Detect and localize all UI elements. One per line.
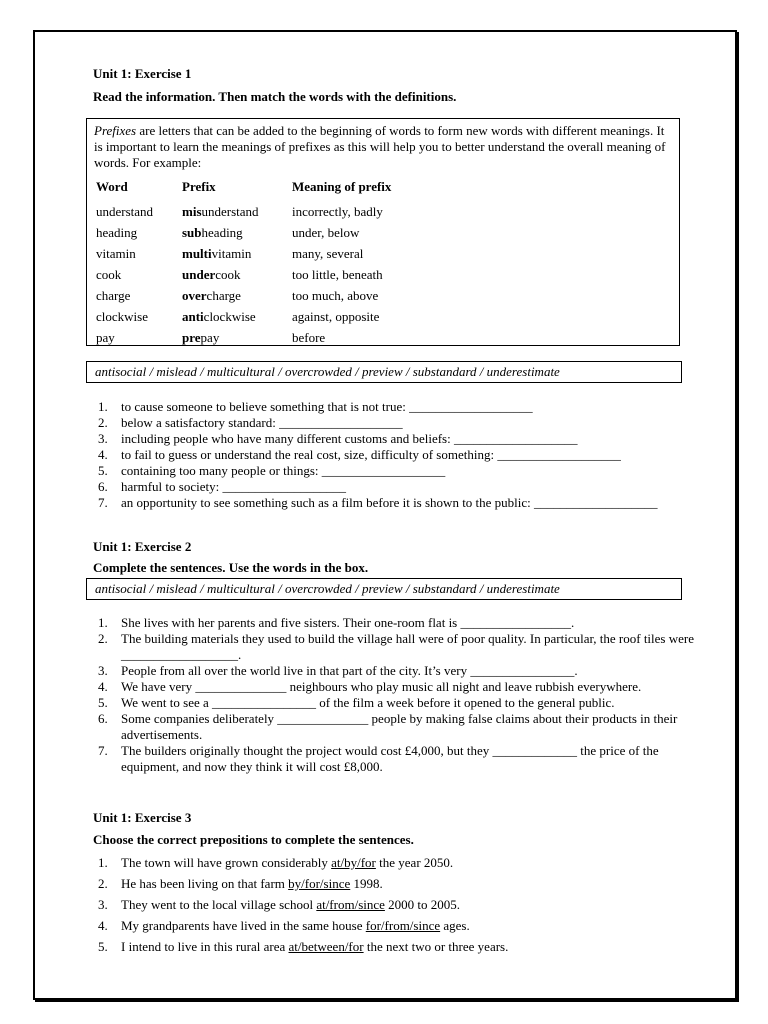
item-text: Some companies deliberately ______________ people by making false claims about their products in their advertisements. bbox=[121, 711, 678, 742]
root-part: cook bbox=[215, 267, 241, 282]
prefix-part: multi bbox=[182, 246, 212, 261]
list-item bbox=[93, 615, 703, 631]
exercise-2-title: Unit 1: Exercise 2 bbox=[93, 539, 192, 554]
sentence-start: They went to the local village school bbox=[121, 897, 317, 912]
list-item bbox=[93, 479, 703, 495]
preposition-options[interactable]: at/by/for bbox=[331, 855, 376, 870]
list-item bbox=[93, 711, 703, 743]
item-number: 2. bbox=[98, 631, 108, 646]
item-text: The building materials they used to build the village hall were of poor quality. In particular, the roof tiles were __________________. bbox=[121, 631, 694, 662]
preposition-options[interactable]: for/from/since bbox=[365, 918, 441, 933]
prefix-cell bbox=[182, 204, 259, 220]
item-number: 7. bbox=[98, 743, 108, 758]
word-cell: charge bbox=[96, 288, 131, 303]
item-number: 2. bbox=[98, 876, 108, 891]
item-number: 2. bbox=[98, 415, 108, 430]
root-part: heading bbox=[201, 225, 243, 240]
sentence-end: 2000 to 2005. bbox=[384, 897, 461, 912]
word-cell: heading bbox=[96, 225, 138, 240]
item-text: harmful to society: ___________________ bbox=[121, 479, 346, 494]
list-item bbox=[93, 679, 703, 695]
sentence-start: I intend to live in this rural area bbox=[121, 939, 289, 954]
item-text: The builders originally thought the project would cost £4,000, but they _____________ the price of the equipment, and now they think it will cost £8,000. bbox=[121, 743, 659, 774]
meaning-cell: too much, above bbox=[292, 288, 379, 303]
item-number: 5. bbox=[98, 695, 108, 710]
meaning-cell: too little, beneath bbox=[292, 267, 383, 282]
root-part: clockwise bbox=[203, 309, 256, 324]
list-item bbox=[93, 743, 703, 775]
list-item bbox=[93, 447, 703, 463]
item-text: to cause someone to believe something that is not true: ___________________ bbox=[121, 399, 533, 414]
meaning-cell: many, several bbox=[292, 246, 364, 261]
item-text: People from all over the world live in that part of the city. It’s very ________________. bbox=[121, 663, 578, 678]
list-item bbox=[93, 873, 703, 894]
column-header-prefix: Prefix bbox=[182, 179, 216, 194]
word-cell: clockwise bbox=[96, 309, 148, 324]
prefix-part: over bbox=[182, 288, 207, 303]
preposition-options[interactable]: at/from/since bbox=[316, 897, 385, 912]
preposition-options[interactable]: at/between/for bbox=[288, 939, 364, 954]
list-item bbox=[93, 936, 703, 957]
column-header-word: Word bbox=[96, 179, 128, 194]
item-number: 3. bbox=[98, 663, 108, 678]
prefix-cell bbox=[182, 309, 256, 325]
item-number: 1. bbox=[98, 855, 108, 870]
word-cell: pay bbox=[96, 330, 115, 345]
sentence-end: the year 2050. bbox=[375, 855, 454, 870]
item-number: 1. bbox=[98, 615, 108, 630]
prefix-cell bbox=[182, 267, 241, 283]
exercise-3-title: Unit 1: Exercise 3 bbox=[93, 810, 192, 825]
list-item bbox=[93, 894, 703, 915]
exercise-1-instruction: Read the information. Then match the words with the definitions. bbox=[93, 89, 457, 104]
item-number: 1. bbox=[98, 399, 108, 414]
list-item bbox=[93, 399, 703, 415]
list-item bbox=[93, 463, 703, 479]
list-item bbox=[93, 915, 703, 936]
item-number: 5. bbox=[98, 939, 108, 954]
list-item bbox=[93, 415, 703, 431]
meaning-cell: incorrectly, badly bbox=[292, 204, 383, 219]
prefix-intro-text: are letters that can be added to the beginning of words to form new words with different meanings. It is important to learn the meanings of prefixes as this will help you to better understand the overall meaning of words. For example: bbox=[94, 123, 666, 170]
word-cell: vitamin bbox=[96, 246, 136, 261]
prefix-part: sub bbox=[182, 225, 202, 240]
meaning-cell: before bbox=[292, 330, 326, 345]
word-cell: understand bbox=[96, 204, 154, 219]
exercise-2-instruction: Complete the sentences. Use the words in the box. bbox=[93, 560, 369, 575]
sentence-end: 1998. bbox=[350, 876, 383, 891]
root-part: pay bbox=[200, 330, 220, 345]
prefix-info-box bbox=[86, 118, 680, 346]
column-header-meaning: Meaning of prefix bbox=[292, 179, 392, 194]
prefix-term: Prefixes bbox=[94, 123, 137, 138]
meaning-cell: under, below bbox=[292, 225, 360, 240]
item-number: 6. bbox=[98, 479, 108, 494]
exercise-1-list bbox=[93, 399, 703, 511]
list-item bbox=[93, 695, 703, 711]
exercise-1-title: Unit 1: Exercise 1 bbox=[93, 66, 192, 81]
exercise-2-list bbox=[93, 615, 703, 775]
item-text: containing too many people or things: ___________________ bbox=[121, 463, 446, 478]
item-number: 3. bbox=[98, 897, 108, 912]
sentence-start: He has been living on that farm bbox=[121, 876, 289, 891]
prefix-cell bbox=[182, 225, 243, 241]
prefix-part: under bbox=[182, 267, 216, 282]
root-part: understand bbox=[201, 204, 259, 219]
item-number: 3. bbox=[98, 431, 108, 446]
prefix-intro bbox=[94, 123, 674, 171]
sentence-end: the next two or three years. bbox=[363, 939, 509, 954]
exercise-3-instruction: Choose the correct prepositions to complete the sentences. bbox=[93, 832, 414, 847]
root-part: vitamin bbox=[211, 246, 252, 261]
item-number: 4. bbox=[98, 447, 108, 462]
item-text: an opportunity to see something such as a film before it is shown to the public: ___________________ bbox=[121, 495, 658, 510]
item-text: below a satisfactory standard: ___________________ bbox=[121, 415, 403, 430]
root-part: charge bbox=[206, 288, 241, 303]
prefix-cell bbox=[182, 246, 251, 262]
list-item bbox=[93, 663, 703, 679]
prefix-part: mis bbox=[182, 204, 202, 219]
preposition-options[interactable]: by/for/since bbox=[288, 876, 351, 891]
word-box-2: antisocial / mislead / multicultural / overcrowded / preview / substandard / underestimate bbox=[86, 578, 682, 600]
meaning-cell: against, opposite bbox=[292, 309, 380, 324]
prefix-part: pre bbox=[182, 330, 201, 345]
prefix-cell bbox=[182, 288, 241, 304]
item-number: 7. bbox=[98, 495, 108, 510]
list-item bbox=[93, 431, 703, 447]
item-number: 4. bbox=[98, 918, 108, 933]
exercise-3-list bbox=[93, 852, 703, 957]
prefix-cell bbox=[182, 330, 219, 346]
item-number: 6. bbox=[98, 711, 108, 726]
item-number: 4. bbox=[98, 679, 108, 694]
item-text: including people who have many different customs and beliefs: ___________________ bbox=[121, 431, 578, 446]
item-text: She lives with her parents and five sisters. Their one-room flat is _________________. bbox=[121, 615, 575, 630]
item-text: We went to see a ________________ of the film a week before it opened to the general public. bbox=[121, 695, 615, 710]
list-item bbox=[93, 631, 703, 663]
sentence-start: My grandparents have lived in the same house bbox=[121, 918, 366, 933]
list-item bbox=[93, 495, 703, 511]
word-box-1: antisocial / mislead / multicultural / overcrowded / preview / substandard / underestimate bbox=[86, 361, 682, 383]
prefix-part: anti bbox=[182, 309, 204, 324]
word-cell: cook bbox=[96, 267, 122, 282]
list-item bbox=[93, 852, 703, 873]
item-text: We have very ______________ neighbours who play music all night and leave rubbish everywhere. bbox=[121, 679, 642, 694]
item-text: to fail to guess or understand the real cost, size, difficulty of something: ___________________ bbox=[121, 447, 621, 462]
sentence-start: The town will have grown considerably bbox=[121, 855, 332, 870]
sentence-end: ages. bbox=[440, 918, 470, 933]
item-number: 5. bbox=[98, 463, 108, 478]
